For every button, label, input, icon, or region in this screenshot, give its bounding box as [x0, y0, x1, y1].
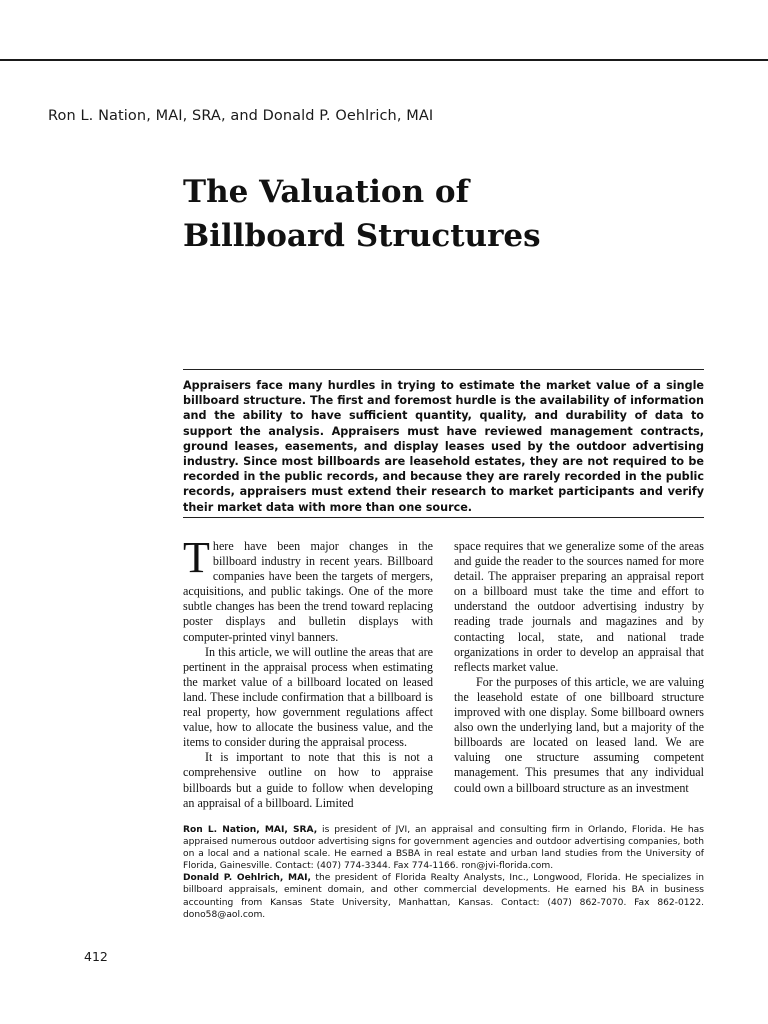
- abstract-rule-bottom: [183, 517, 704, 518]
- body-paragraph: space requires that we generalize some of the areas and guide the reader to the sources named for more detail. The appraiser preparing an appraisal report on a billboard must take the time and effort to understand the outdoor advertising industry by reading trade journals and magazines and by contacting local, state, and national trade organizations in order to develop an appraisal that reflects market value.: [454, 539, 704, 674]
- bio-text: is president of JVI, an appraisal and consulting firm in Orlando, Florida. He has appraised numerous outdoor advertising signs for government agencies and outdoor advertising companies, both on a local and a national scale. He earned a BSBA in real estate and urban land studies from the University of Florida, Gainesville. Contact: (407) 774-3344. Fax 774-1166. ron@jvi-florida.com.: [183, 825, 704, 872]
- bio-author-name: Ron L. Nation, MAI, SRA,: [183, 825, 318, 835]
- abstract: Appraisers face many hurdles in trying to estimate the market value of a single billboard structure. The first and foremost hurdle is the availability of information and the ability to have sufficient quantity, quality, and durability of data to support the analysis. Appraisers must have reviewed management contracts, ground leases, easements, and display leases used by the outdoor advertising industry. Since most billboards are leasehold estates, they are not required to be recorded in the public records, and because they are rarely recorded in the public records, appraisers must extend their research to market participants and verify their market data with more than one source.: [183, 379, 704, 514]
- body-column-right: [454, 539, 704, 796]
- title-line-1: The Valuation of: [183, 174, 469, 210]
- title-line-2: Billboard Structures: [183, 218, 541, 254]
- body-paragraph: [183, 533, 433, 645]
- abstract-rule-top: [183, 369, 704, 370]
- top-rule: [0, 59, 768, 61]
- author-bio: [183, 824, 704, 872]
- bio-author-name: Donald P. Oehlrich, MAI,: [183, 873, 311, 884]
- body-column-left: [183, 533, 433, 811]
- article-title: [183, 170, 541, 258]
- bio-text: the president of Florida Realty Analysts, Inc., Longwood, Florida. He specializes in billboard appraisals, eminent domain, and other commercial developments. He earned his BA in business accounting from Kansas State University, Manhattan, Kansas. Contact: (407) 862-7070. Fax 862-0122. dono58@aol.com.: [183, 873, 704, 920]
- body-paragraph: It is important to note that this is not a comprehensive outline on how to appraise billboards but a guide to follow when developing an appraisal of a billboard. Limited: [183, 750, 433, 810]
- page-number: 412: [84, 949, 108, 964]
- author-byline: Ron L. Nation, MAI, SRA, and Donald P. Oehlrich, MAI: [48, 108, 434, 124]
- drop-cap: T: [183, 533, 210, 582]
- author-bios: [183, 824, 704, 921]
- paragraph-text: here have been major changes in the billboard industry in recent years. Billboard companies have been the targets of mergers, acquisitions, and public takings. One of the more subtle changes has been the trend toward replacing poster displays and bulletin displays with computer-printed vinyl banners.: [183, 539, 433, 644]
- body-paragraph: In this article, we will outline the areas that are pertinent in the appraisal process when estimating the market value of a billboard located on leased land. These include confirmation that a billboard is real property, how government regulations affect value, how to allocate the business value, and the items to consider during the appraisal process.: [183, 644, 433, 750]
- body-paragraph: For the purposes of this article, we are valuing the leasehold estate of one billboard structure improved with one display. Some billboard owners also own the underlying land, but a majority of the billboards are located on leased land. We are valuing one structure assuming competent management. This presumes that any individual could own a billboard structure as an investment: [454, 674, 704, 795]
- author-bio: [183, 872, 704, 920]
